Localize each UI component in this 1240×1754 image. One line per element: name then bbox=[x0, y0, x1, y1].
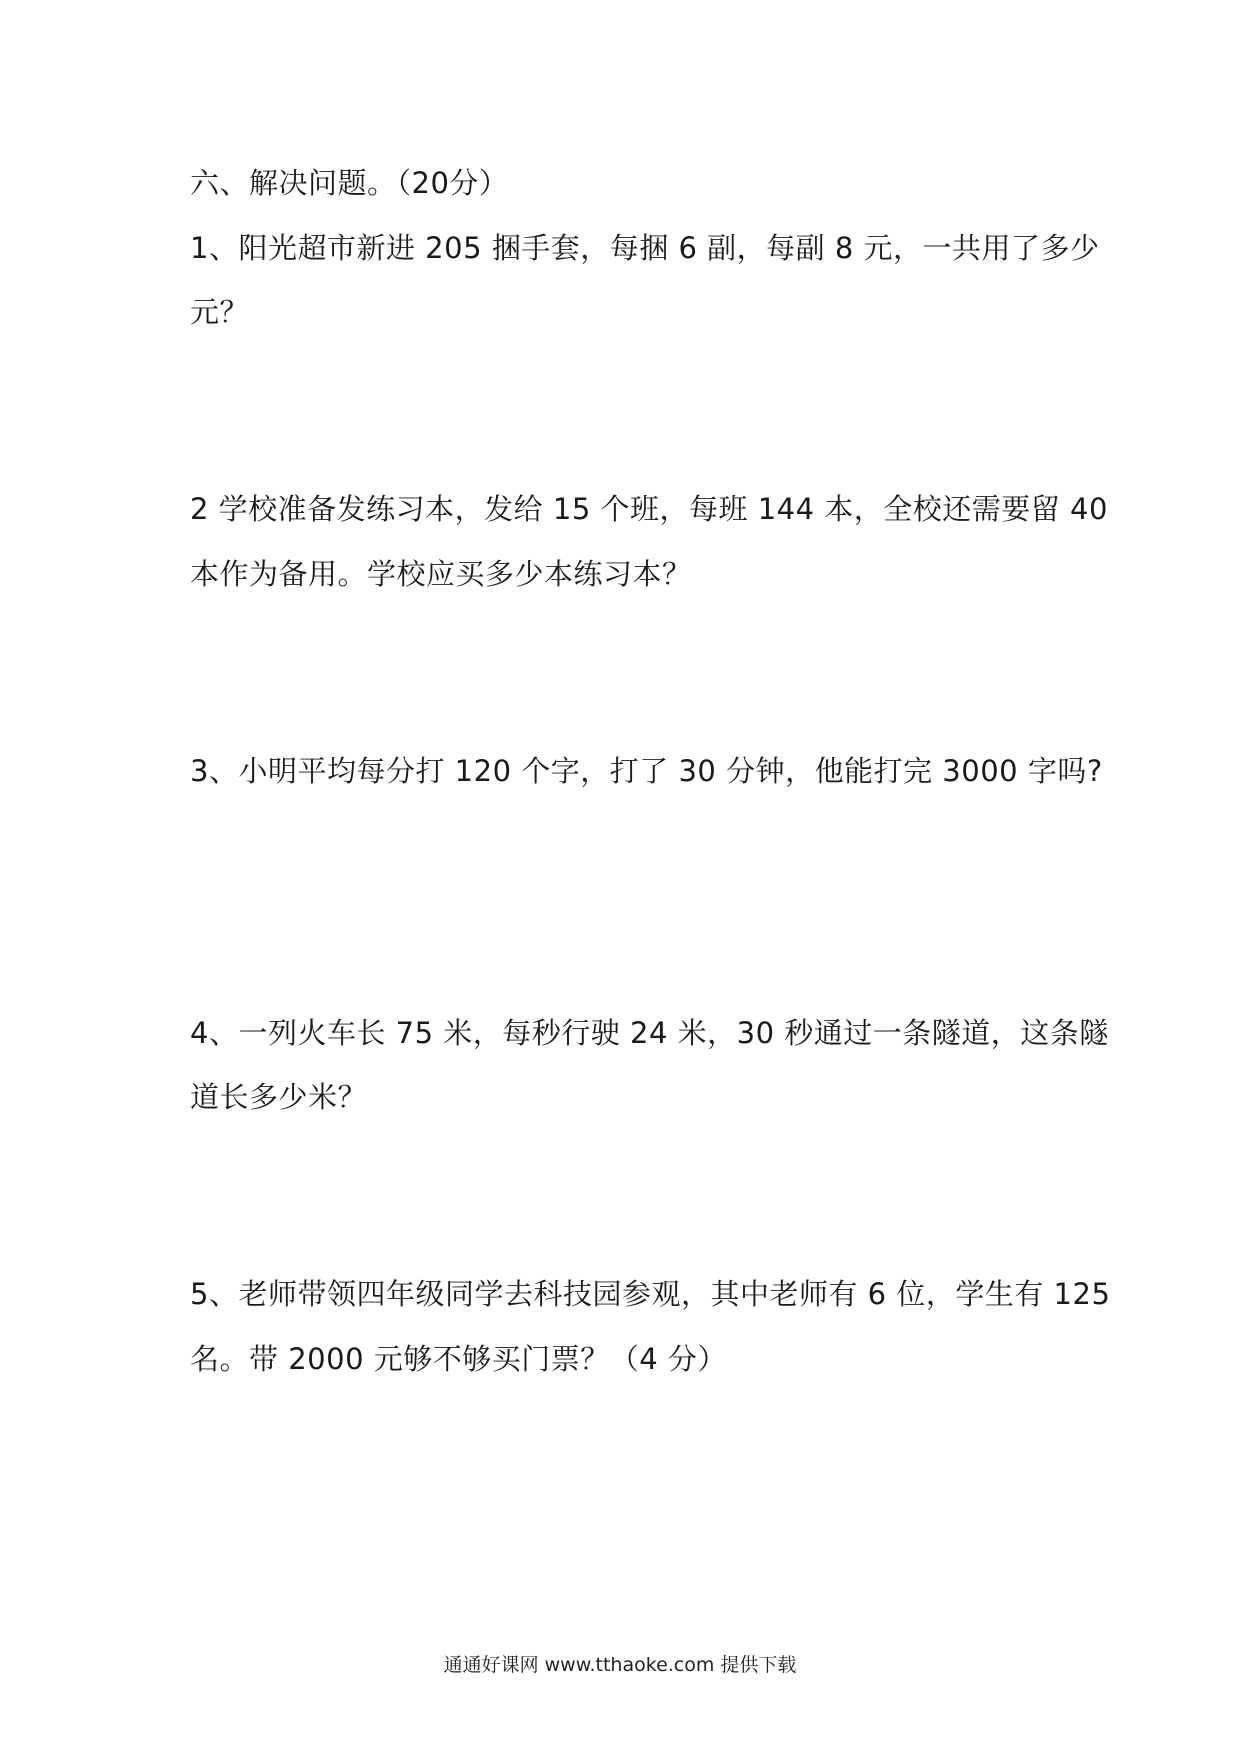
question-2-line-1: 2 学校准备发练习本，发给 15 个班，每班 144 本，全校还需要留 40 bbox=[190, 492, 1108, 526]
section-heading: 六、解决问题。（20分） bbox=[190, 166, 509, 200]
question-1-line-1: 1、阳光超市新进 205 捆手套，每捆 6 副，每副 8 元，一共用了多少 bbox=[190, 231, 1100, 265]
question-4-line-1: 4、一列火车长 75 米，每秒行驶 24 米，30 秒通过一条隧道，这条隧 bbox=[190, 1016, 1109, 1050]
page-footer: 通通好课网 www.tthaoke.com 提供下载 bbox=[443, 1654, 797, 1676]
question-4-line-2: 道长多少米？ bbox=[190, 1080, 368, 1114]
question-5-line-1: 5、老师带领四年级同学去科技园参观，其中老师有 6 位，学生有 125 bbox=[190, 1277, 1111, 1311]
question-5-line-2: 名。带 2000 元够不够买门票？（4 分） bbox=[190, 1342, 727, 1376]
question-3-line-1: 3、小明平均每分打 120 个字，打了 30 分钟，他能打完 3000 字吗? bbox=[190, 754, 1103, 788]
question-1-line-2: 元？ bbox=[190, 295, 250, 329]
question-2-line-2: 本作为备用。学校应买多少本练习本？ bbox=[190, 557, 692, 591]
